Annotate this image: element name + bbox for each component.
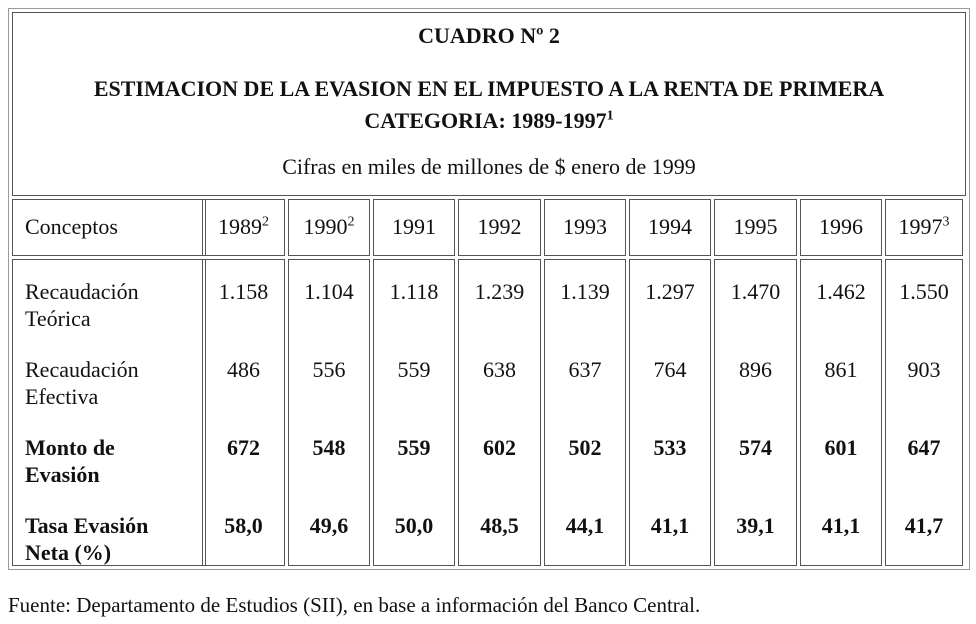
header-year-1996 <box>800 199 882 256</box>
table-subtitle: Cifras en miles de millones de $ enero de 1999 <box>282 154 696 179</box>
year-label: 1993 <box>563 214 607 239</box>
table-cell: 58,0 <box>224 513 263 538</box>
year-label: 1992 <box>477 214 522 239</box>
year-label: 1991 <box>392 214 436 239</box>
table-cell: 903 <box>907 357 941 382</box>
header-year-1991 <box>373 199 455 256</box>
table-cell: 602 <box>483 435 516 460</box>
table-title: CUADRO Nº 2 <box>418 23 560 48</box>
table-cell: 672 <box>227 435 260 460</box>
concepts-column <box>12 259 206 566</box>
year-label: 1997$^3$ <box>898 214 950 239</box>
header-year-1994 <box>629 199 711 256</box>
values-column-1990 <box>288 259 370 566</box>
header-year-1990 <box>288 199 370 256</box>
table-cell: 41,7 <box>904 513 944 538</box>
table-cell: 1.550 <box>899 279 949 304</box>
header-label: Conceptos <box>25 214 118 239</box>
values-column-1992 <box>458 259 541 566</box>
year-footnote: 2 <box>347 214 355 230</box>
table-cell: 533 <box>653 435 687 460</box>
table-cell: 486 <box>227 357 260 382</box>
table-cell: 1.118 <box>389 279 439 304</box>
table-cell: 1.462 <box>816 279 866 304</box>
table-cell: 502 <box>568 435 602 460</box>
table-cell: 861 <box>824 357 858 382</box>
year-label: 1990$^2$ <box>303 214 355 239</box>
header-year-1993 <box>544 199 626 256</box>
table-cell: 1.470 <box>730 279 781 304</box>
values-column-1993 <box>544 259 626 566</box>
table-cell: 39,1 <box>736 513 775 538</box>
year-label: 1989$^2$ <box>218 214 269 239</box>
row-label: Recaudación Efectiva <box>25 357 139 409</box>
year-footnote: 3 <box>942 214 950 230</box>
row-label: Monto de Evasión <box>25 435 115 487</box>
table-cell: 44,1 <box>565 513 605 538</box>
table-cell: 638 <box>483 357 516 382</box>
header-conceptos <box>12 199 206 256</box>
table-cell: 601 <box>824 435 858 460</box>
table-frame <box>8 8 970 570</box>
table-cell: 50,0 <box>394 513 434 538</box>
table-cell: 1.139 <box>560 279 610 304</box>
table-cell: 556 <box>312 357 346 382</box>
heading-line-2: CATEGORIA: 1989-1997 <box>364 108 607 133</box>
row-label: Recaudación Teórica <box>25 279 139 331</box>
values-column-1995 <box>714 259 797 566</box>
heading-line-1: ESTIMACION DE LA EVASION EN EL IMPUESTO A LA RENTA DE PRIMERA <box>93 76 885 101</box>
table-cell: 1.158 <box>218 279 269 304</box>
year-label: 1996 <box>819 214 863 239</box>
title-cell <box>12 12 966 196</box>
header-year-1997 <box>885 199 963 256</box>
table-cell: 48,5 <box>480 513 519 538</box>
table-cell: 574 <box>739 435 772 460</box>
table-cell: 559 <box>397 357 431 382</box>
values-column-1991 <box>373 259 455 566</box>
table-cell: 41,1 <box>821 513 861 538</box>
table-cell: 49,6 <box>309 513 349 538</box>
table-cell: 41,1 <box>650 513 690 538</box>
values-column-1989 <box>202 259 285 566</box>
table-cell: 1.239 <box>474 279 525 304</box>
table-cell: 637 <box>568 357 602 382</box>
table-cell: 559 <box>397 435 431 460</box>
values-column-1996 <box>800 259 882 566</box>
table-cell: 1.104 <box>304 279 354 304</box>
table-cell: 764 <box>653 357 687 382</box>
source-note: Fuente: Departamento de Estudios (SII), en base a información del Banco Central. <box>8 593 701 617</box>
table-cell: 647 <box>907 435 941 460</box>
table-heading <box>13 73 965 137</box>
year-label: 1994 <box>648 214 692 239</box>
year-label: 1995 <box>733 214 778 239</box>
values-column-1994 <box>629 259 711 566</box>
year-footnote: 2 <box>262 214 269 230</box>
heading-footnote: 1 <box>606 108 614 124</box>
row-label: Tasa Evasión Neta (%) <box>25 513 149 565</box>
values-column-1997 <box>885 259 963 566</box>
header-year-1995 <box>714 199 797 256</box>
table-cell: 548 <box>312 435 346 460</box>
table-cell: 1.297 <box>645 279 695 304</box>
header-year-1992 <box>458 199 541 256</box>
table-cell: 896 <box>739 357 772 382</box>
header-year-1989 <box>202 199 285 256</box>
